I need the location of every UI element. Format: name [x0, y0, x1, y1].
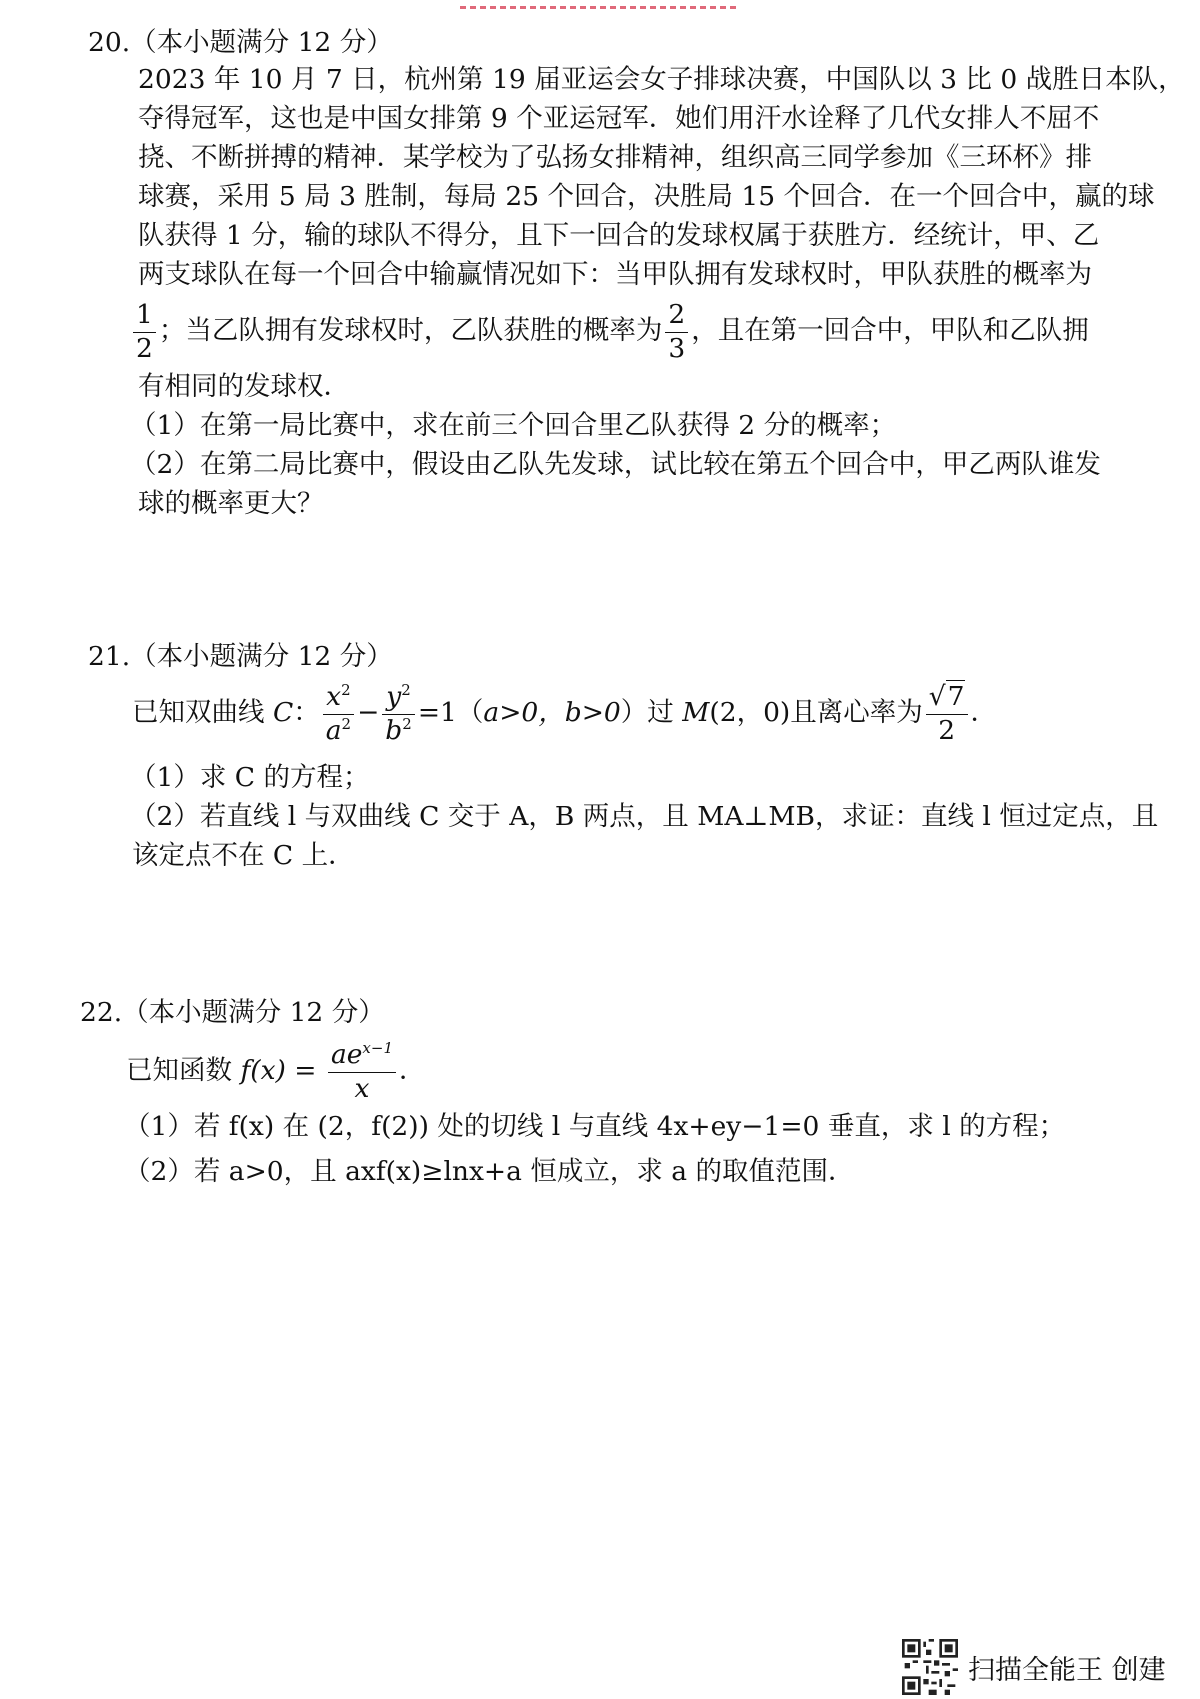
q20-line-5: 队获得 1 分，输的球队不得分，且下一回合的发球权属于获胜方．经统计，甲、乙 — [138, 220, 1100, 251]
q20-sub-2-cont: 球的概率更大？ — [138, 488, 324, 519]
q21-sub-2-cont: 该定点不在 C 上． — [132, 840, 355, 871]
q20-line-6: 两支球队在每一个回合中输赢情况如下：当甲队拥有发球权时，甲队获胜的概率为 — [138, 259, 1092, 290]
scanner-watermark — [902, 1639, 1166, 1695]
q22-line-1: 已知函数 f(x) = $\frac{ae^{x-1}}{x}$ ． — [126, 1039, 426, 1104]
fraction-one-half: $\frac{1}{2}$ — [133, 302, 156, 362]
fraction-x2-a2: $\frac{x^2}{a^2}$ — [323, 684, 354, 744]
q20-line-7: $\frac{1}{2}$ ；当乙队拥有发球权时，乙队获胜的概率为 $\frac{2}{3}$ ，且在第一回合中，甲队和乙队拥 — [130, 302, 1089, 362]
watermark-text: 扫描全能王 创建 — [968, 1654, 1166, 1686]
q21-header: 21.（本小题满分 12 分） — [88, 641, 393, 672]
q20-sub-2: （2）在第二局比赛中，假设由乙队先发球，试比较在第五个回合中，甲乙两队谁发 — [130, 449, 1101, 480]
q20-line-4: 球赛，采用 5 局 3 胜制，每局 25 个回合，决胜局 15 个回合．在一个回合中，赢的球 — [138, 181, 1155, 212]
q22-sub-1: （1）若 f(x) 在 (2，f(2)) 处的切线 l 与直线 4x+ey−1=0 垂直，求 l 的方程； — [124, 1111, 1066, 1142]
fraction-two-thirds: $\frac{2}{3}$ — [665, 302, 688, 362]
q20-line-1: 2023 年 10 月 7 日，杭州第 19 届亚运会女子排球决赛，中国队以 3 比 0 战胜日本队， — [138, 64, 1185, 95]
q20-line-3: 挠、不断拼搏的精神．某学校为了弘扬女排精神，组织高三同学参加《三环杯》排 — [138, 142, 1092, 173]
q22-sub-2: （2）若 a>0，且 axf(x)≥lnx+a 恒成立，求 a 的取值范围． — [124, 1156, 855, 1187]
top-edge-mark — [460, 6, 740, 9]
fraction-y2-b2: $\frac{y^2}{b^2}$ — [382, 684, 415, 744]
q20-line-8: 有相同的发球权． — [138, 371, 350, 402]
q20-sub-1: （1）在第一局比赛中，求在前三个回合里乙队获得 2 分的概率； — [130, 410, 897, 441]
q20-line-2: 夺得冠军，这也是中国女排第 9 个亚运冠军．她们用汗水诠释了几代女排人不屈不 — [138, 103, 1100, 134]
q21-sub-1: （1）求 C 的方程； — [130, 762, 370, 793]
q21-line-1: 已知双曲线 C： $\frac{x^2}{a^2}$ − $\frac{y^2}{b^2}$ =1（a>0，b>0）过 M(2，0)且离心率为 $\frac{√7}{2}$ ． — [132, 681, 998, 746]
fraction-sqrt7-2: $\frac{√7}{2}$ — [926, 684, 968, 744]
fraction-aex-over-x: $\frac{ae^{x-1}}{x}$ — [328, 1042, 396, 1102]
q21-sub-2: （2）若直线 l 与双曲线 C 交于 A，B 两点，且 MA⊥MB，求证：直线 l 恒过定点，且 — [130, 801, 1159, 832]
q20-header: 20.（本小题满分 12 分） — [88, 27, 393, 58]
qr-code-icon — [902, 1639, 958, 1695]
q22-header: 22.（本小题满分 12 分） — [80, 997, 385, 1028]
